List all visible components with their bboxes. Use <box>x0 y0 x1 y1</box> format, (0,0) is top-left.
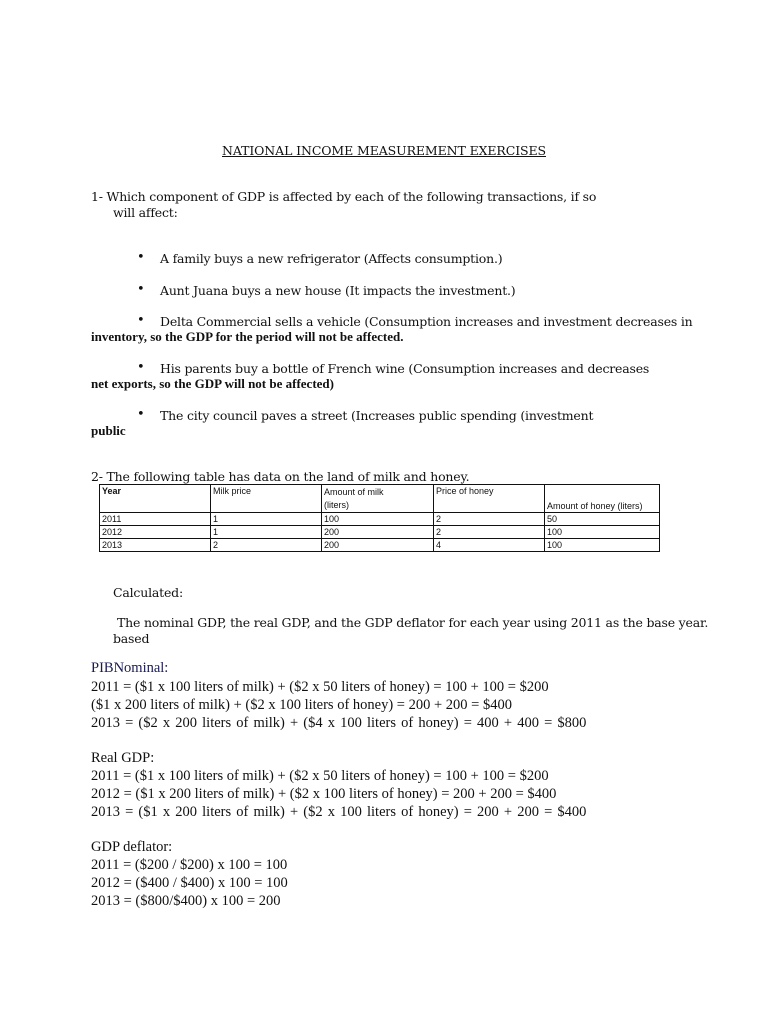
table-header-cell: Year <box>100 485 211 513</box>
bullet-item-4: His parents buy a bottle of French wine (Consumption increases and decreases <box>160 361 650 376</box>
bullet-item-1: A family buys a new refrigerator (Affects consumption.) <box>160 251 503 266</box>
table-cell: 1 <box>211 526 322 539</box>
table-cell: 2 <box>211 539 322 552</box>
gdp-deflator-line: 2012 = ($400 / $400) x 100 = 100 <box>91 875 288 891</box>
bullet-icon: • <box>137 360 145 375</box>
task-line-1: The nominal GDP, the real GDP, and the GDP deflator for each year using 2011 as the base year. <box>117 615 709 630</box>
milk-honey-table <box>99 484 660 552</box>
gdp-deflator-line: 2013 = ($800/$400) x 100 = 200 <box>91 893 281 909</box>
question-1-line-1: 1- Which component of GDP is affected by each of the following transactions, if so <box>91 189 597 204</box>
bullet-icon: • <box>137 250 145 265</box>
table-header-cell: Amount of milk (liters) <box>322 485 434 513</box>
real-gdp-line: 2012 = ($1 x 200 liters of milk) + ($2 x 100 liters of honey) = 200 + 200 = $400 <box>91 786 557 802</box>
table-cell: 2013 <box>100 539 211 552</box>
table-cell: 50 <box>545 513 660 526</box>
table-header-cell: Milk price <box>211 485 322 513</box>
bullet-icon: • <box>137 407 145 422</box>
nominal-gdp-heading: PIBNominal: <box>91 660 169 676</box>
bullet-item-5: The city council paves a street (Increases public spending (investment <box>160 408 594 423</box>
table-cell: 2012 <box>100 526 211 539</box>
nominal-gdp-line: 2011 = ($1 x 100 liters of milk) + ($2 x 50 liters of honey) = 100 + 100 = $200 <box>91 679 549 695</box>
calculated-label: Calculated: <box>113 585 183 600</box>
real-gdp-heading: Real GDP: <box>91 750 155 766</box>
table-cell: 200 <box>322 539 434 552</box>
table-header-cell: Amount of honey (liters) <box>545 485 660 513</box>
real-gdp-line: 2013 = ($1 x 200 liters of milk) + ($2 x 100 liters of honey) = 200 + 200 = $400 <box>91 804 587 820</box>
gdp-deflator-line: 2011 = ($200 / $200) x 100 = 100 <box>91 857 288 873</box>
bullet-item-5-continuation: public <box>91 423 126 438</box>
table-row <box>100 513 660 526</box>
table-cell: 2011 <box>100 513 211 526</box>
table-cell: 200 <box>322 526 434 539</box>
table-cell: 100 <box>545 539 660 552</box>
question-1-line-2: will affect: <box>113 205 178 220</box>
bullet-icon: • <box>137 282 145 297</box>
bullet-item-3-continuation: inventory, so the GDP for the period will not be affected. <box>91 329 404 344</box>
table-row <box>100 539 660 552</box>
bullet-item-4-continuation: net exports, so the GDP will not be affected) <box>91 376 334 391</box>
nominal-gdp-line: ($1 x 200 liters of milk) + ($2 x 100 liters of honey) = 200 + 200 = $400 <box>91 697 512 713</box>
task-line-2: based <box>113 631 150 646</box>
gdp-deflator-heading: GDP deflator: <box>91 839 173 855</box>
bullet-item-3: Delta Commercial sells a vehicle (Consumption increases and investment decreases in <box>160 314 693 329</box>
table-cell: 4 <box>434 539 545 552</box>
bullet-item-2: Aunt Juana buys a new house (It impacts the investment.) <box>160 283 516 298</box>
table-cell: 2 <box>434 513 545 526</box>
question-2-intro: 2- The following table has data on the land of milk and honey. <box>91 469 470 484</box>
table-cell: 100 <box>545 526 660 539</box>
real-gdp-line: 2011 = ($1 x 100 liters of milk) + ($2 x 50 liters of honey) = 100 + 100 = $200 <box>91 768 549 784</box>
table-header-row <box>100 485 660 513</box>
nominal-gdp-line: 2013 = ($2 x 200 liters of milk) + ($4 x 100 liters of honey) = 400 + 400 = $800 <box>91 715 587 731</box>
table-cell: 1 <box>211 513 322 526</box>
table-cell: 2 <box>434 526 545 539</box>
table-header-cell: Price of honey <box>434 485 545 513</box>
bullet-icon: • <box>137 313 145 328</box>
table-cell: 100 <box>322 513 434 526</box>
page-title: NATIONAL INCOME MEASUREMENT EXERCISES <box>222 143 546 158</box>
table-row <box>100 526 660 539</box>
